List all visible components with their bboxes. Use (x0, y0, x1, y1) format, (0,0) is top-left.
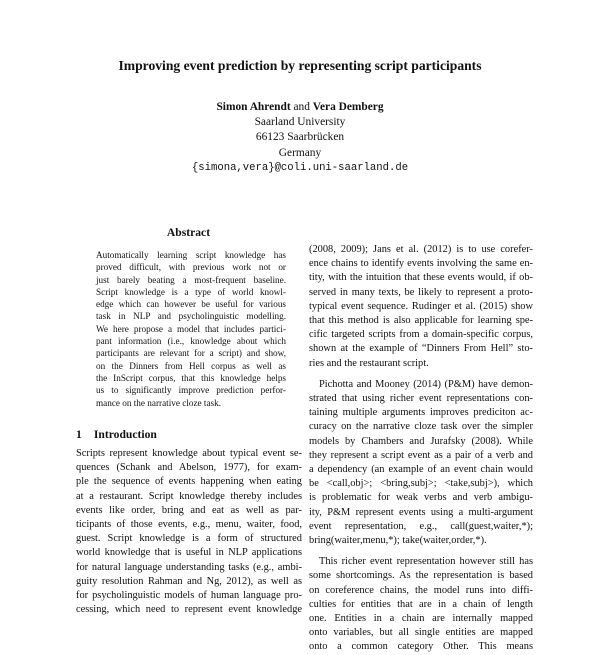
body-line: events like order, bring and eat as well as par- (76, 504, 302, 516)
body-line: guest. Script knowledge is a form of structured (76, 533, 302, 545)
body-line: cessing, which need to represent event knowledge (76, 604, 302, 616)
body-line: cific targeted scripts from a domain-specific corpus, (309, 329, 533, 341)
body-line: quences (Schank and Abelson, 1977), for exam- (76, 462, 302, 474)
country: Germany (278, 146, 322, 159)
abstract-line: Script knowledge is a type of world knowl- (96, 286, 286, 297)
body-line: (2008, 2009); Jans et al. (2012) is to use corefer- (309, 244, 533, 255)
body-line: taining multiple arguments improves prediciton ac- (309, 407, 533, 419)
body-line: world knowledge that is useful in NLP applications (76, 547, 302, 559)
body-line: a dependency (an example of an event chain would (309, 464, 533, 476)
body-line: ticipants of those events, e.g., menu, waiter, food, (76, 519, 302, 531)
abstract-line: us to significantly improve prediction perfor- (96, 385, 286, 396)
body-right-column (309, 243, 533, 655)
abstract-line: the InScript corpus, that this knowledge helps (96, 372, 286, 383)
postal-address: 66123 Saarbrücken (255, 131, 345, 144)
abstract-body (96, 249, 286, 409)
body-line: ence chains to identify events involving the same en- (309, 258, 533, 270)
section-number: 1 (76, 428, 82, 441)
abstract-line: proved difficult, with previous work not or (96, 262, 286, 273)
body-line: typical event sequence. Rudinger et al. (2015) show (309, 300, 533, 312)
body-line: shown at the example of “Dinners From Hell” sto- (309, 343, 533, 355)
body-line: served in many texts, be likely to represent a proto- (309, 286, 533, 298)
body-line: ries and the restaurant script. (309, 357, 429, 369)
body-line: bring(waiter,menu,*); take(waiter,order,*). (309, 535, 487, 547)
body-line: models by Chambers and Jurafsky (2008). While (309, 435, 533, 447)
body-line: guity resolution Rahman and Ng, 2012), as well as (76, 575, 302, 587)
abstract-line: mance on the narrative cloze task. (96, 397, 221, 408)
abstract-line: just barely beating a most-frequent baseline. (96, 274, 286, 285)
body-line: one. Entities in a chain are internally mapped (309, 613, 533, 625)
author-conjunction: and (293, 101, 310, 113)
author-name-2: Vera Demberg (312, 101, 384, 113)
author-email: {simona,vera}@coli.uni-saarland.de (191, 161, 409, 174)
body-line: event representation, e.g., call(guest,waiter,*); (309, 520, 533, 532)
body-line: culties for entities that are in a chain of length (309, 598, 533, 610)
introduction-body-left-column (76, 447, 302, 617)
abstract-line: on the Dinners from Hell corpus as well as (96, 360, 286, 371)
author-names (0, 100, 600, 115)
body-line: for psycholinguistic models of human language pro- (76, 590, 302, 602)
body-line: for natural language understanding tasks (e.g., ambi- (76, 561, 302, 573)
paper-title: Improving event prediction by representing script participants (118, 58, 482, 73)
paragraph-2 (309, 378, 533, 548)
author-name-1: Simon Ahrendt (216, 101, 291, 113)
body-line: that this method is also applicable for learning spe- (309, 315, 533, 327)
paragraph-3 (309, 555, 533, 654)
abstract-line: edge which can however be useful for various (96, 299, 286, 310)
abstract-line: We here propose a model that includes partici- (96, 323, 286, 334)
body-line: Scripts represent knowledge about typical event se- (76, 448, 302, 459)
body-line: they represent a script event as a pair of a verb and (309, 449, 533, 461)
body-line: tity, with the intuition that these events would, if ob- (309, 272, 533, 284)
body-line: is problematic for weak verbs and verb ambigu- (309, 492, 533, 504)
abstract-line: task in NLP and psycholinguistic modelling. (96, 311, 286, 322)
section-heading-introduction (76, 428, 157, 441)
abstract-heading: Abstract (166, 226, 211, 239)
paragraph-1 (309, 243, 533, 371)
body-line: ity, P&M represent events using a multi-argument (309, 506, 533, 518)
body-line: onto a common category Other. This means (309, 641, 533, 653)
author-block (0, 100, 600, 176)
body-line: some shortcomings. As the representation is based (309, 570, 533, 582)
body-line: be <call,obj>; <bring,subj>; <take,subj>), which (309, 478, 533, 490)
body-line: onto variables, but all single entities are mapped (309, 627, 533, 639)
body-line: on coreference chains, the model runs into diffi- (309, 584, 533, 596)
body-line: ple the sequence of events happening when eating (76, 476, 302, 488)
abstract-line: pant information (i.e., knowledge about which (96, 336, 286, 347)
body-line: This richer event representation however still has (319, 556, 533, 568)
body-line: at a restaurant. Script knowledge thereby includes (76, 490, 302, 502)
body-line: Pichotta and Mooney (2014) (P&M) have demon- (319, 378, 533, 390)
abstract-line: Automatically learning script knowledge has (96, 250, 286, 260)
body-line: curacy on the narrative cloze task over the simpler (309, 421, 533, 433)
affiliation: Saarland University (254, 116, 346, 129)
body-line: strated that using richer event representations con- (309, 393, 533, 405)
section-title: Introduction (93, 428, 157, 441)
abstract-line: participants are relevant for a script) and show, (96, 348, 286, 359)
